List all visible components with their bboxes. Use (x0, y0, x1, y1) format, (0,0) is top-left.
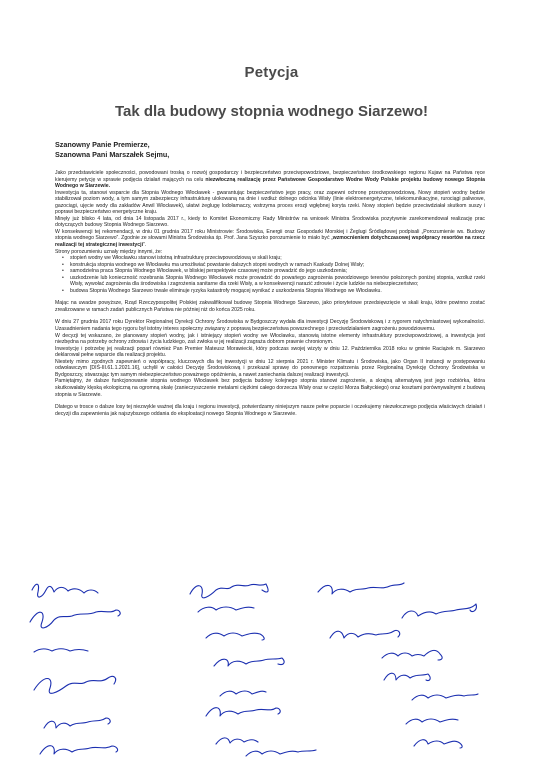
paragraph-minister: Niestety mimo zgodnych zapewnień o współpracy, kluczowych dla tej inwestycji w dniu 12 sierpnia 2021 r. Minister Klimatu i Środowiska, jako Organ II instancji w postępowaniu odwoławczym [DIŚ-III.61.1.2021.16], uchylił w całości Decyzję Środowiskową i przekazał sprawę do ponownego rozpatrzenia przez Regionalną Dyrekcję Ochrony Środowiska w Bydgoszczy, stwarzając tym samym niebezpieczeństwo poważnego opóźnienia, a nawet zaniechania dalszej realizacji inwestycji. (55, 358, 485, 378)
salutation-line-2: Szanowna Pani Marszałek Sejmu, (55, 150, 170, 159)
signature (40, 746, 118, 754)
paragraph-investment: Inwestycja ta, stanowi wsparcie dla Stopnia Wodnego Włocławek - gwarantując bezpieczeństwo jego pracy, oraz zapewni ochronę przeciwpowodziową. Nowy stopień wodny będzie stabilizował poziom wody, a tym samym zabezpieczy infrastrukturę ulokowaną na dnie i wzdłuż dolnego odcinka Wisły (linie elektroenergetyczne, telekomunikacyjne, rurociągi paliwowe, gazociągi, ujęcie wody dla zakładów Anwil Włocławek), ułatwi żeglugę lodołamaczy, wstrzyma proces erozji wgłębnej koryta rzeki. Nowy stopień będzie przeciwdziałał skutkom suszy i poprawi bezpieczeństwo energetyczne kraju. (55, 189, 485, 216)
paragraph-risk: Pamiętajmy, że dalsze funkcjonowanie stopnia wodnego Włocławek bez podjęcia budowy kolejnego stopnia stanowi zagrożenie, a skrajną alternatywą jest jego rozbiórka, która skutkowałaby klęską ekologiczną na ogromną skalę (zanieczyszczenie metalami ciężkimi całego dorzecza Wisły oraz w części Morza Bałtyckiego) oraz kosztami porównywalnymi z budową stopnia w Siarzewie. (55, 378, 485, 398)
signature (330, 630, 400, 638)
signature (220, 691, 266, 696)
signature (44, 718, 110, 728)
signature (30, 610, 120, 628)
signature (34, 676, 116, 693)
paragraph-committee: Minęły już blisko 4 lata, od dnia 14 listopada 2017 r., kiedy to Komitet Ekonomiczny Rady Ministrów na wniosek Ministra Środowiska pozytywnie zarekomendował realizację prac dotyczących budowy Stopnia Wodnego Siarzewo. (55, 215, 485, 229)
signature (34, 649, 88, 652)
signature (190, 584, 268, 598)
letter-body (55, 170, 485, 417)
paragraph-intro: Jako przedstawiciele społeczności, powodowani troską o rozwój gospodarczy i bezpieczeństwo przeciwpowodziowe, bezpieczeństwo środkowskiego regionu Kujaw na Państwa ręce kierujemy petycję w sprawie podjęcia działań mających na celu niezwłoczną realizację przez Państwowe Gospodarstwo Wodne Wody Polskie projektu budowy nowego Stopnia Wodnego w Siarzewie. (55, 170, 485, 190)
paragraph-agreement: W konsekwencji tej rekomendacji, w dniu 01 grudnia 2017 roku Ministrowie: Środowiska, Energii oraz Gospodarki Morskiej i Żeglugi Śródlądowej podpisali „Porozumienie ws. Budowy stopnia wodnego Siarzewo”. Zgodnie ze słowami Ministra Środowiska śp. Prof. Jana Szyszko porozumienie to miało być „wzmocnieniem dotychczasowej współpracy resortów na rzecz realizacji tej strategicznej inwestycji”. (55, 228, 485, 249)
salutation (55, 140, 169, 160)
signature (206, 633, 264, 640)
salutation-line-1: Szanowny Panie Premierze, (55, 140, 150, 149)
paragraph-priority: Mając na uwadze powyższe, Rząd Rzeczypospolitej Polskiej zakwalifikował budowę Stopnia Wodnego Siarzewo, jako priorytetowe przedsięwzięcie w skali kraju, które powinno zostać zrealizowane w ramach zadań publicznych Państwa nie później niż do końca 2025 roku. (55, 300, 485, 313)
signature (198, 607, 254, 612)
signature (412, 694, 478, 700)
handwritten-signatures (20, 572, 520, 768)
list-item: • budowa Stopnia Wodnego Siarzewo trwale eliminuje ryzyka katastrofy mogącej wynikać z uszkodzenia Stopnia Wodnego we Włocławku. (70, 288, 485, 295)
page-subtitle: Tak dla budowy stopnia wodnego Siarzewo! (114, 103, 429, 120)
paragraph-parties: Strony porozumieniu uznały między innymi, że: (55, 248, 163, 255)
page-title: Petycja (244, 64, 299, 81)
paragraph-premier-support: Inwestycję i potrzebę jej realizacji poparł również Pan Premier Mateusz Morawiecki, który podczas swojej wizyty w dniu 12. Października 2018 roku w gminie Raciążek m. Siarzewo deklarował pełne wsparcie dla realizacji projektu. (55, 345, 485, 359)
signature (32, 584, 98, 597)
list-item: • uszkodzenie lub konieczność rozebrania Stopnia Wodnego Włocławek może prowadzić do powańego zagrożenia powodziowego terenów położonych poniżej stopnia, wzdłuż rzeki Wisły, wywołać zagrożenia dla środowiska i zagrożenia sanitarne dla rzeki Wisły, a w konsekwencji narazić zdrowie i życie ludzkie na niebezpieczeństwo; (70, 275, 485, 288)
signature (214, 658, 284, 666)
signature (318, 583, 404, 594)
list-item: • samodzielna praca Stopnia Wodnego Włocławek, w bliskiej perspektywie czasowej może prowadzić do jego uszkodzenia; (70, 268, 485, 275)
signature (216, 738, 258, 744)
signature (206, 708, 280, 716)
list-item: • stopień wodny we Włocławku stanowi istotną infrastrukturę przeciwpowodziową w skali kraju; (70, 255, 485, 262)
paragraph-conclusion: Dlatego w trosce o dalsze losy tej niezwykle ważnej dla kraju i regionu inwestycji, potwierdzamy niniejszym nasze pełne poparcie i oczekujemy niezwłocznego podjęcia właściwych działań i decyzji dla zapewnienia jak najszybszego oddania do eksploatacji nowego Stopnia Wodnego w Siarzewie. (55, 404, 485, 417)
agreement-list (55, 255, 485, 294)
list-item: • konstrukcja stopnia wodnego we Włocławku ma umożliwiać powstanie dalszych stopni wodnych w ramach Kaskady Dolnej Wisły; (70, 262, 485, 269)
signature (414, 740, 462, 748)
signature (406, 719, 458, 724)
signatures-area (20, 572, 520, 768)
signature (384, 673, 430, 680)
signature (402, 604, 476, 618)
signature (382, 650, 442, 660)
signature (246, 750, 316, 756)
paragraph-decision: W dniu 27 grudnia 2017 roku Dyrektor Regionalnej Dyrekcji Ochrony Środowiska w Bydgoszczy wydała dla inwestycji Decyzję Środowiskową i z rygorem natychmiastowej wykonalności. Uzasadnieniem nadania tego rygoru był istotny interes społeczny związany z poprawą bezpieczeństwa powszechnego i przeciwdziałaniem zagrożeniu powodziowemu. (55, 319, 485, 333)
paragraph-decision-details: W decyzji tej wskazano, że planowany stopień wodny, jak i istniejący stopień wodny we Włocławku, stanowią istotne elementy infrastruktury przeciwpowodziowej, a inwestycja jest niezbędna na potrzeby ochrony zdrowia i życia ludzkiego, zaś zwłoka w jej realizacji zagraża dobrom prawnie chronionym. (55, 332, 485, 346)
